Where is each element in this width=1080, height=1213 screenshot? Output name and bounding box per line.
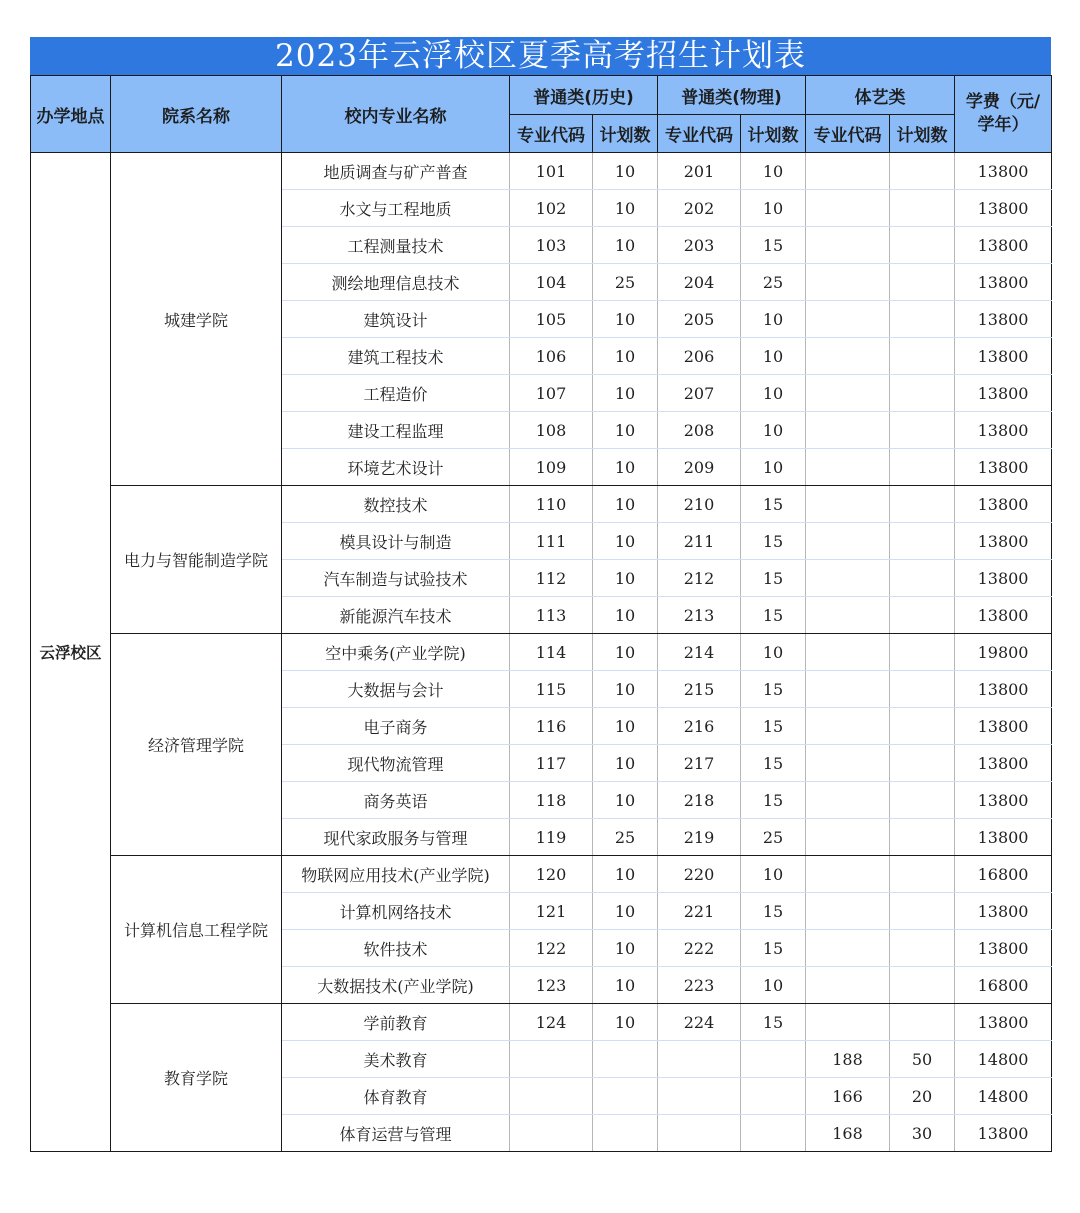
major-cell: 建设工程监理 — [282, 412, 510, 449]
art-count-cell — [890, 708, 955, 745]
physics-count-cell: 10 — [741, 301, 806, 338]
major-cell: 体育教育 — [282, 1078, 510, 1115]
art-count-cell — [890, 856, 955, 893]
fee-cell: 13800 — [955, 819, 1052, 856]
art-code-cell — [806, 301, 890, 338]
dept-cell: 教育学院 — [111, 1004, 282, 1152]
art-code-cell — [806, 782, 890, 819]
fee-cell: 13800 — [955, 893, 1052, 930]
fee-cell: 13800 — [955, 560, 1052, 597]
campus-cell: 云浮校区 — [31, 153, 111, 1152]
fee-cell: 13800 — [955, 153, 1052, 190]
physics-code-cell: 216 — [658, 708, 741, 745]
fee-cell: 13800 — [955, 930, 1052, 967]
fee-cell: 19800 — [955, 634, 1052, 671]
physics-count-cell: 15 — [741, 893, 806, 930]
header-history-group: 普通类(历史) — [510, 76, 658, 115]
history-code-cell — [510, 1041, 593, 1078]
physics-count-cell: 10 — [741, 153, 806, 190]
art-count-cell — [890, 634, 955, 671]
header-dept: 院系名称 — [111, 76, 282, 153]
dept-cell: 计算机信息工程学院 — [111, 856, 282, 1004]
physics-code-cell: 201 — [658, 153, 741, 190]
header-physics-code: 专业代码 — [658, 115, 741, 153]
major-cell: 学前教育 — [282, 1004, 510, 1041]
header-major: 校内专业名称 — [282, 76, 510, 153]
art-count-cell — [890, 782, 955, 819]
art-code-cell — [806, 560, 890, 597]
major-cell: 测绘地理信息技术 — [282, 264, 510, 301]
physics-code-cell: 215 — [658, 671, 741, 708]
history-code-cell: 107 — [510, 375, 593, 412]
physics-code-cell: 211 — [658, 523, 741, 560]
history-count-cell: 10 — [593, 560, 658, 597]
art-code-cell — [806, 856, 890, 893]
history-count-cell: 10 — [593, 153, 658, 190]
table-row — [31, 634, 1052, 671]
header-art-count: 计划数 — [890, 115, 955, 153]
history-count-cell: 10 — [593, 597, 658, 634]
physics-count-cell: 10 — [741, 634, 806, 671]
physics-count-cell: 15 — [741, 708, 806, 745]
art-count-cell — [890, 967, 955, 1004]
history-count-cell: 25 — [593, 819, 658, 856]
physics-code-cell: 208 — [658, 412, 741, 449]
physics-code-cell: 218 — [658, 782, 741, 819]
major-cell: 建筑工程技术 — [282, 338, 510, 375]
physics-code-cell — [658, 1115, 741, 1152]
art-count-cell — [890, 449, 955, 486]
header-physics-count: 计划数 — [741, 115, 806, 153]
major-cell: 新能源汽车技术 — [282, 597, 510, 634]
art-count-cell — [890, 301, 955, 338]
art-code-cell — [806, 486, 890, 523]
history-code-cell: 109 — [510, 449, 593, 486]
fee-cell: 13800 — [955, 301, 1052, 338]
major-cell: 体育运营与管理 — [282, 1115, 510, 1152]
art-count-cell — [890, 227, 955, 264]
art-code-cell — [806, 412, 890, 449]
header-art-code: 专业代码 — [806, 115, 890, 153]
physics-code-cell: 219 — [658, 819, 741, 856]
physics-count-cell: 10 — [741, 338, 806, 375]
fee-cell: 16800 — [955, 856, 1052, 893]
history-code-cell: 116 — [510, 708, 593, 745]
physics-count-cell: 15 — [741, 560, 806, 597]
fee-cell: 13800 — [955, 708, 1052, 745]
history-code-cell: 112 — [510, 560, 593, 597]
physics-count-cell: 15 — [741, 523, 806, 560]
history-count-cell: 10 — [593, 930, 658, 967]
history-code-cell: 108 — [510, 412, 593, 449]
fee-cell: 13800 — [955, 264, 1052, 301]
art-code-cell: 188 — [806, 1041, 890, 1078]
physics-code-cell: 205 — [658, 301, 741, 338]
physics-count-cell: 15 — [741, 597, 806, 634]
art-count-cell — [890, 819, 955, 856]
major-cell: 空中乘务(产业学院) — [282, 634, 510, 671]
art-code-cell — [806, 967, 890, 1004]
history-code-cell: 120 — [510, 856, 593, 893]
physics-code-cell: 220 — [658, 856, 741, 893]
history-code-cell: 111 — [510, 523, 593, 560]
art-code-cell — [806, 893, 890, 930]
major-cell: 软件技术 — [282, 930, 510, 967]
history-count-cell: 25 — [593, 264, 658, 301]
art-count-cell — [890, 190, 955, 227]
art-count-cell: 20 — [890, 1078, 955, 1115]
art-code-cell — [806, 375, 890, 412]
fee-cell: 13800 — [955, 375, 1052, 412]
art-code-cell — [806, 597, 890, 634]
history-code-cell: 105 — [510, 301, 593, 338]
fee-cell: 13800 — [955, 523, 1052, 560]
physics-count-cell — [741, 1041, 806, 1078]
physics-count-cell — [741, 1078, 806, 1115]
history-count-cell: 10 — [593, 782, 658, 819]
physics-count-cell: 15 — [741, 671, 806, 708]
history-code-cell: 115 — [510, 671, 593, 708]
major-cell: 美术教育 — [282, 1041, 510, 1078]
fee-cell: 13800 — [955, 597, 1052, 634]
history-count-cell: 10 — [593, 375, 658, 412]
major-cell: 物联网应用技术(产业学院) — [282, 856, 510, 893]
physics-count-cell: 25 — [741, 264, 806, 301]
physics-count-cell: 15 — [741, 486, 806, 523]
major-cell: 计算机网络技术 — [282, 893, 510, 930]
dept-cell: 城建学院 — [111, 153, 282, 486]
fee-cell: 13800 — [955, 190, 1052, 227]
art-count-cell — [890, 523, 955, 560]
art-count-cell — [890, 375, 955, 412]
art-code-cell — [806, 449, 890, 486]
history-code-cell: 117 — [510, 745, 593, 782]
physics-code-cell — [658, 1041, 741, 1078]
art-code-cell — [806, 671, 890, 708]
history-code-cell: 103 — [510, 227, 593, 264]
history-code-cell: 123 — [510, 967, 593, 1004]
fee-cell: 13800 — [955, 671, 1052, 708]
history-count-cell — [593, 1115, 658, 1152]
major-cell: 电子商务 — [282, 708, 510, 745]
history-count-cell: 10 — [593, 745, 658, 782]
major-cell: 工程测量技术 — [282, 227, 510, 264]
art-code-cell: 168 — [806, 1115, 890, 1152]
major-cell: 现代家政服务与管理 — [282, 819, 510, 856]
art-code-cell — [806, 190, 890, 227]
history-count-cell: 10 — [593, 449, 658, 486]
physics-code-cell: 212 — [658, 560, 741, 597]
history-code-cell: 102 — [510, 190, 593, 227]
fee-cell: 13800 — [955, 782, 1052, 819]
physics-code-cell: 210 — [658, 486, 741, 523]
history-code-cell: 106 — [510, 338, 593, 375]
history-count-cell: 10 — [593, 412, 658, 449]
physics-count-cell: 10 — [741, 449, 806, 486]
history-count-cell: 10 — [593, 190, 658, 227]
fee-cell: 13800 — [955, 1004, 1052, 1041]
history-count-cell: 10 — [593, 893, 658, 930]
header-history-count: 计划数 — [593, 115, 658, 153]
physics-count-cell: 10 — [741, 412, 806, 449]
physics-code-cell: 224 — [658, 1004, 741, 1041]
art-count-cell — [890, 1004, 955, 1041]
art-code-cell — [806, 338, 890, 375]
art-code-cell — [806, 523, 890, 560]
history-code-cell: 118 — [510, 782, 593, 819]
history-code-cell: 124 — [510, 1004, 593, 1041]
history-count-cell — [593, 1041, 658, 1078]
art-count-cell — [890, 597, 955, 634]
fee-cell: 13800 — [955, 486, 1052, 523]
physics-count-cell: 15 — [741, 1004, 806, 1041]
art-code-cell — [806, 634, 890, 671]
art-code-cell — [806, 264, 890, 301]
art-code-cell — [806, 819, 890, 856]
table-row — [31, 856, 1052, 893]
history-code-cell: 119 — [510, 819, 593, 856]
fee-cell: 13800 — [955, 745, 1052, 782]
history-code-cell — [510, 1115, 593, 1152]
art-code-cell — [806, 745, 890, 782]
fee-cell: 13800 — [955, 338, 1052, 375]
enrollment-plan-sheet — [30, 37, 1051, 1152]
physics-count-cell: 15 — [741, 227, 806, 264]
table-body — [31, 153, 1052, 1152]
table-header — [31, 76, 1052, 153]
fee-cell: 14800 — [955, 1041, 1052, 1078]
history-count-cell: 10 — [593, 486, 658, 523]
history-code-cell — [510, 1078, 593, 1115]
physics-count-cell: 25 — [741, 819, 806, 856]
art-count-cell — [890, 338, 955, 375]
physics-code-cell: 223 — [658, 967, 741, 1004]
physics-count-cell — [741, 1115, 806, 1152]
history-count-cell: 10 — [593, 967, 658, 1004]
art-code-cell: 166 — [806, 1078, 890, 1115]
header-history-code: 专业代码 — [510, 115, 593, 153]
history-code-cell: 101 — [510, 153, 593, 190]
history-count-cell: 10 — [593, 708, 658, 745]
physics-code-cell: 214 — [658, 634, 741, 671]
history-count-cell: 10 — [593, 523, 658, 560]
table-row — [31, 1004, 1052, 1041]
physics-code-cell: 203 — [658, 227, 741, 264]
art-count-cell — [890, 671, 955, 708]
fee-cell: 14800 — [955, 1078, 1052, 1115]
art-count-cell: 50 — [890, 1041, 955, 1078]
physics-count-cell: 15 — [741, 782, 806, 819]
physics-code-cell: 217 — [658, 745, 741, 782]
fee-cell: 13800 — [955, 449, 1052, 486]
art-code-cell — [806, 227, 890, 264]
physics-code-cell: 213 — [658, 597, 741, 634]
major-cell: 数控技术 — [282, 486, 510, 523]
physics-code-cell: 207 — [658, 375, 741, 412]
art-count-cell — [890, 153, 955, 190]
history-code-cell: 114 — [510, 634, 593, 671]
art-count-cell — [890, 412, 955, 449]
major-cell: 地质调查与矿产普查 — [282, 153, 510, 190]
header-physics-group: 普通类(物理) — [658, 76, 806, 115]
history-code-cell: 110 — [510, 486, 593, 523]
art-code-cell — [806, 153, 890, 190]
major-cell: 现代物流管理 — [282, 745, 510, 782]
physics-count-cell: 10 — [741, 190, 806, 227]
history-code-cell: 113 — [510, 597, 593, 634]
major-cell: 汽车制造与试验技术 — [282, 560, 510, 597]
major-cell: 大数据技术(产业学院) — [282, 967, 510, 1004]
physics-count-cell: 15 — [741, 930, 806, 967]
art-code-cell — [806, 708, 890, 745]
art-code-cell — [806, 1004, 890, 1041]
art-count-cell — [890, 893, 955, 930]
art-count-cell — [890, 745, 955, 782]
art-count-cell — [890, 264, 955, 301]
history-count-cell: 10 — [593, 301, 658, 338]
history-code-cell: 104 — [510, 264, 593, 301]
physics-code-cell: 206 — [658, 338, 741, 375]
header-fee: 学费（元/学年） — [955, 76, 1052, 153]
physics-count-cell: 10 — [741, 967, 806, 1004]
art-count-cell — [890, 560, 955, 597]
art-count-cell — [890, 486, 955, 523]
header-art-group: 体艺类 — [806, 76, 955, 115]
physics-code-cell: 221 — [658, 893, 741, 930]
physics-code-cell: 202 — [658, 190, 741, 227]
major-cell: 环境艺术设计 — [282, 449, 510, 486]
history-count-cell: 10 — [593, 1004, 658, 1041]
table-row — [31, 153, 1052, 190]
art-count-cell: 30 — [890, 1115, 955, 1152]
history-count-cell: 10 — [593, 338, 658, 375]
art-code-cell — [806, 930, 890, 967]
history-count-cell: 10 — [593, 856, 658, 893]
dept-cell: 经济管理学院 — [111, 634, 282, 856]
physics-code-cell: 222 — [658, 930, 741, 967]
art-count-cell — [890, 930, 955, 967]
fee-cell: 13800 — [955, 227, 1052, 264]
header-location: 办学地点 — [31, 76, 111, 153]
enrollment-table — [30, 75, 1052, 1152]
sheet-title: 2023年云浮校区夏季高考招生计划表 — [30, 37, 1051, 75]
history-code-cell: 121 — [510, 893, 593, 930]
fee-cell: 16800 — [955, 967, 1052, 1004]
major-cell: 水文与工程地质 — [282, 190, 510, 227]
major-cell: 商务英语 — [282, 782, 510, 819]
dept-cell: 电力与智能制造学院 — [111, 486, 282, 634]
history-count-cell — [593, 1078, 658, 1115]
major-cell: 大数据与会计 — [282, 671, 510, 708]
fee-cell: 13800 — [955, 1115, 1052, 1152]
table-row — [31, 486, 1052, 523]
history-count-cell: 10 — [593, 227, 658, 264]
physics-code-cell — [658, 1078, 741, 1115]
physics-count-cell: 10 — [741, 856, 806, 893]
history-code-cell: 122 — [510, 930, 593, 967]
major-cell: 工程造价 — [282, 375, 510, 412]
physics-code-cell: 204 — [658, 264, 741, 301]
history-count-cell: 10 — [593, 634, 658, 671]
history-count-cell: 10 — [593, 671, 658, 708]
fee-cell: 13800 — [955, 412, 1052, 449]
physics-count-cell: 10 — [741, 375, 806, 412]
physics-code-cell: 209 — [658, 449, 741, 486]
physics-count-cell: 15 — [741, 745, 806, 782]
major-cell: 建筑设计 — [282, 301, 510, 338]
major-cell: 模具设计与制造 — [282, 523, 510, 560]
